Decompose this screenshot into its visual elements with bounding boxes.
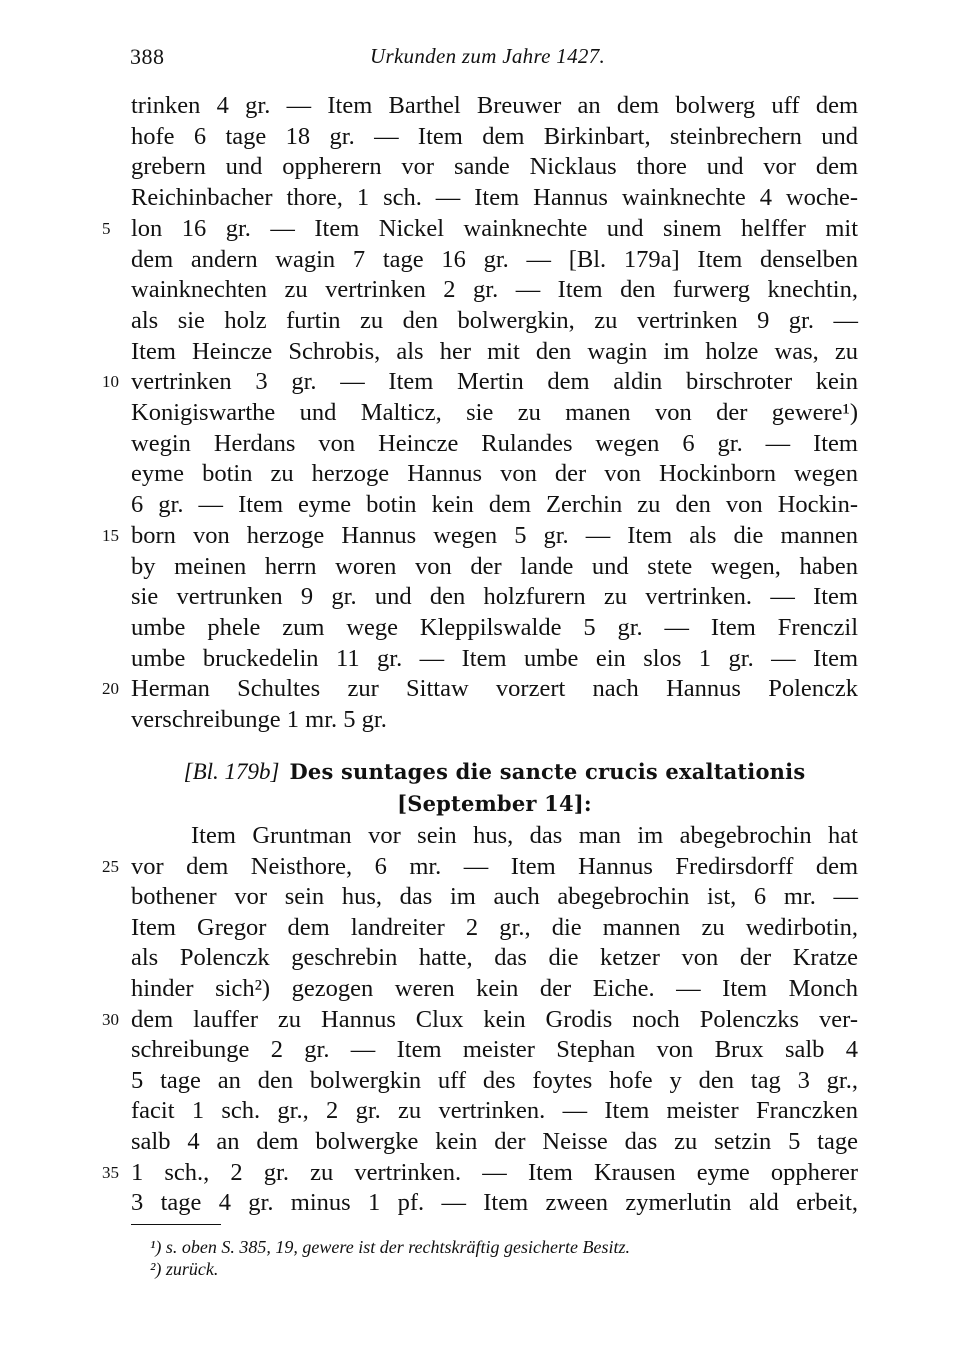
section-heading (131, 757, 858, 787)
text-line: umbe bruckedelin 11 gr. — Item umbe ein slos 1 gr. — Item (131, 644, 858, 672)
line-number: 30 (102, 1009, 119, 1029)
text-line: hofe 6 tage 18 gr. — Item dem Birkinbart, steinbrechern und (131, 122, 858, 150)
text-line: born von herzoge Hannus wegen 5 gr. — Item als die mannen (131, 521, 858, 549)
text-line: dem andern wagin 7 tage 16 gr. — [Bl. 179a] Item denselben (131, 245, 858, 273)
text-line: wainknechten zu vertrinken 2 gr. — Item den furwerg knechtin, (131, 276, 858, 304)
section-title-line1: Des suntages die sancte crucis exaltationis (289, 759, 806, 784)
section-title-line2: [September 14]: (397, 791, 592, 816)
text-line: umbe phele zum wege Kleppilswalde 5 gr. — Item Frenczil (131, 613, 858, 641)
text-line: Item Gruntman vor sein hus, das man im abegebrochin hat (191, 822, 858, 849)
text-line: sie vertrunken 9 gr. und den holzfurern zu vertrinken. — Item (131, 583, 858, 611)
text-line: Item Heincze Schrobis, als her mit den wagin im holze was, zu (131, 337, 858, 365)
text-line: Konigiswarthe und Malticz, sie zu manen von der gewere¹) (131, 399, 858, 426)
folio-marker: [Bl. 179b] (183, 759, 280, 784)
line-number: 10 (102, 372, 119, 392)
footnote-1: ¹) s. oben S. 385, 19, gewere ist der rechtskräftig gesicherte Besitz. (150, 1237, 630, 1257)
text-line: 6 gr. — Item eyme botin kein dem Zerchin zu den von Hockin- (131, 491, 858, 519)
text-line: vertrinken 3 gr. — Item Mertin dem aldin birschroter kein (131, 368, 858, 396)
text-line: Item Gregor dem landreiter 2 gr., die mannen zu wedirbotin, (131, 913, 858, 941)
line-number: 25 (102, 856, 119, 876)
text-line: Herman Schultes zur Sittaw vorzert nach Hannus Polenczk (131, 675, 858, 703)
section-heading-2 (131, 789, 858, 819)
text-line: als Polenczk geschrebin hatte, das die ketzer von der Kratze (131, 944, 858, 972)
text-line: als sie holz furtin zu den bolwergkin, zu vertrinken 9 gr. — (131, 306, 858, 334)
text-line: verschreibunge 1 mr. 5 gr. (131, 706, 387, 733)
page-number: 388 (130, 44, 165, 69)
text-line: wegin Herdans von Heincze Rulandes wegen 6 gr. — Item (131, 429, 858, 457)
line-number: 15 (102, 525, 119, 545)
text-line: by meinen herrn woren von der lande und stete wegen, haben (131, 552, 858, 580)
running-title: Urkunden zum Jahre 1427. (370, 44, 606, 68)
text-line: dem lauffer zu Hannus Clux kein Grodis noch Polenczks ver- (131, 1005, 858, 1033)
text-line: 1 sch., 2 gr. zu vertrinken. — Item Krausen eyme oppherer (131, 1158, 858, 1186)
text-line: schreibunge 2 gr. — Item meister Stephan von Brux salb 4 (131, 1036, 858, 1064)
text-line: hinder sich²) gezogen weren kein der Eiche. — Item Monch (131, 975, 858, 1002)
text-line: 5 tage an den bolwergkin uff des foytes hofe y den tag 3 gr., (131, 1066, 858, 1094)
text-line: 3 tage 4 gr. minus 1 pf. — Item zween zymerlutin ald erbeit, (131, 1189, 858, 1217)
line-number: 35 (102, 1162, 119, 1182)
line-number: 5 (102, 218, 111, 238)
footnote-2: ²) zurück. (150, 1259, 219, 1279)
line-number: 20 (102, 679, 119, 699)
text-line: grebern und oppherern vor sande Nicklaus thore und vor dem (131, 153, 858, 181)
text-line: trinken 4 gr. — Item Barthel Breuwer an dem bolwerg uff dem (131, 92, 858, 119)
footnote-rule (131, 1224, 221, 1225)
text-line: bothener vor sein hus, das im auch abegebrochin ist, 6 mr. — (131, 883, 858, 911)
text-line: facit 1 sch. gr., 2 gr. zu vertrinken. — Item meister Franczken (131, 1097, 858, 1125)
text-line: lon 16 gr. — Item Nickel wainknechte und sinem helffer mit (131, 214, 858, 242)
text-line: vor dem Neisthore, 6 mr. — Item Hannus Fredirsdorff dem (131, 852, 858, 880)
text-line: Reichinbacher thore, 1 sch. — Item Hannus wainknechte 4 woche- (131, 184, 858, 212)
text-line: eyme botin zu herzoge Hannus von der von Hockinborn wegen (131, 460, 858, 488)
text-line: salb 4 an dem bolwergke kein der Neisse das zu setzin 5 tage (131, 1128, 858, 1155)
